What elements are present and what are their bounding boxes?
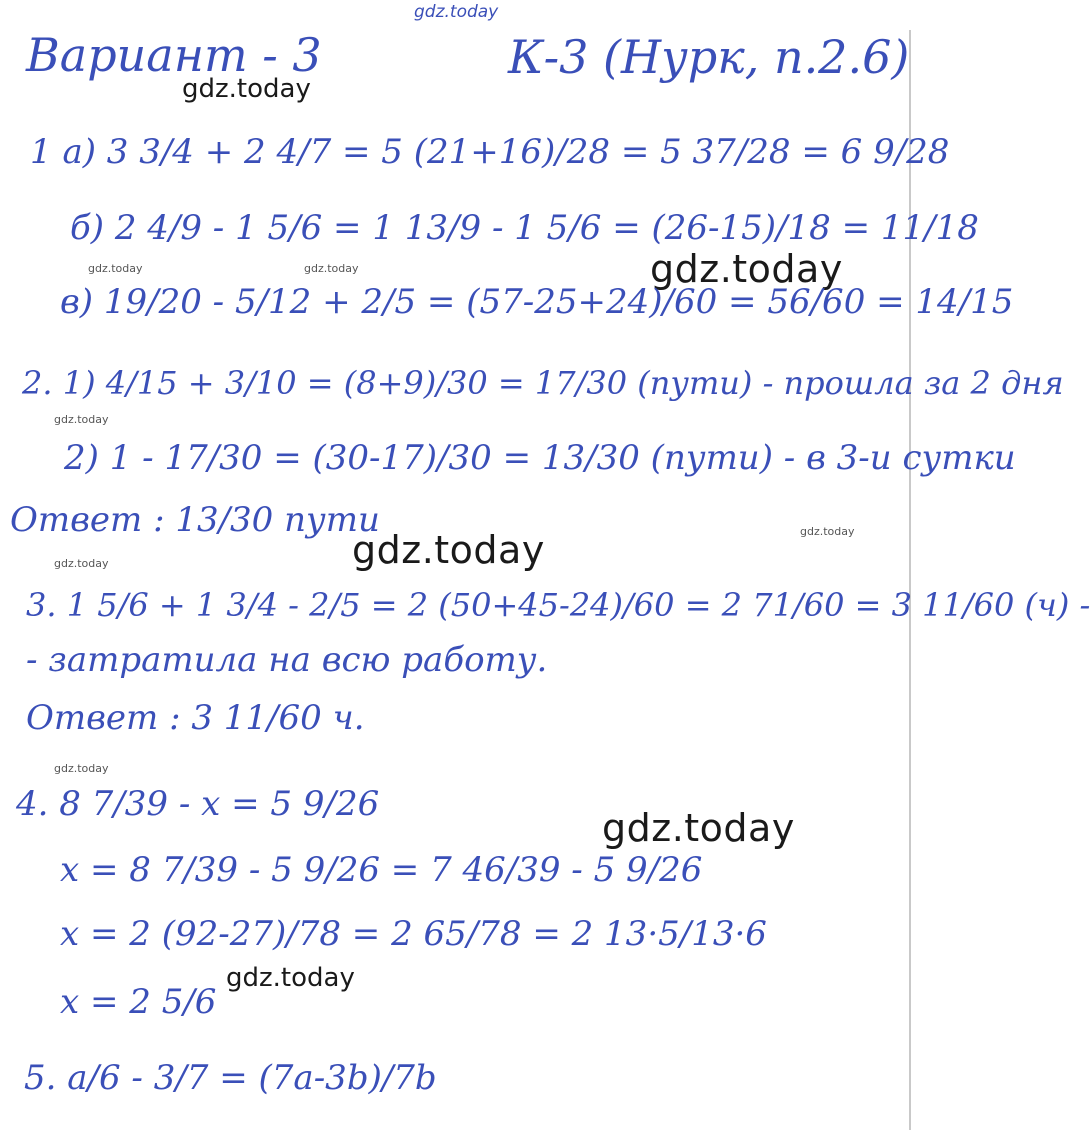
watermark: gdz.today	[182, 74, 311, 104]
watermark: gdz.today	[88, 262, 143, 275]
task2-step2: 2) 1 - 17/30 = (30-17)/30 = 13/30 (пути) - в 3-и сутки	[64, 438, 1016, 478]
watermark: gdz.today	[304, 262, 359, 275]
variant-title: Вариант - 3	[26, 28, 322, 82]
task5-equation: 5. a/6 - 3/7 = (7a-3b)/7b	[24, 1058, 437, 1098]
watermark-top: gdz.today	[414, 2, 499, 22]
task3-step2: - затратила на всю работу.	[26, 640, 548, 680]
page-edge	[909, 30, 911, 1130]
watermark: gdz.today	[650, 247, 843, 291]
reference-title: К-3 (Нурк, п.2.6)	[508, 30, 910, 84]
watermark: gdz.today	[54, 413, 109, 426]
task2-step1: 2. 1) 4/15 + 3/10 = (8+9)/30 = 17/30 (пути) - прошла за 2 дня	[22, 364, 1064, 402]
task1-c: в) 19/20 - 5/12 + 2/5 = (57-25+24)/60 = 56/60 = 14/15	[60, 282, 1014, 322]
watermark: gdz.today	[54, 762, 109, 775]
task2-answer: Ответ : 13/30 пути	[10, 500, 380, 540]
task4-equation: 4. 8 7/39 - x = 5 9/26	[16, 784, 380, 824]
task3-answer: Ответ : 3 11/60 ч.	[26, 698, 365, 738]
task3-step1: 3. 1 5/6 + 1 3/4 - 2/5 = 2 (50+45-24)/60 = 2 71/60 = 3 11/60 (ч) -	[26, 586, 1090, 624]
watermark: gdz.today	[226, 963, 355, 993]
task1-a: 1 а) 3 3/4 + 2 4/7 = 5 (21+16)/28 = 5 37/28 = 6 9/28	[30, 132, 950, 172]
watermark: gdz.today	[352, 528, 545, 572]
task1-b: б) 2 4/9 - 1 5/6 = 1 13/9 - 1 5/6 = (26-15)/18 = 11/18	[70, 208, 979, 248]
task4-step2: x = 2 (92-27)/78 = 2 65/78 = 2 13·5/13·6	[60, 914, 767, 954]
watermark: gdz.today	[54, 557, 109, 570]
task4-step1: x = 8 7/39 - 5 9/26 = 7 46/39 - 5 9/26	[60, 850, 703, 890]
task4-result: x = 2 5/6	[60, 982, 217, 1022]
watermark: gdz.today	[800, 525, 855, 538]
watermark: gdz.today	[602, 806, 795, 850]
